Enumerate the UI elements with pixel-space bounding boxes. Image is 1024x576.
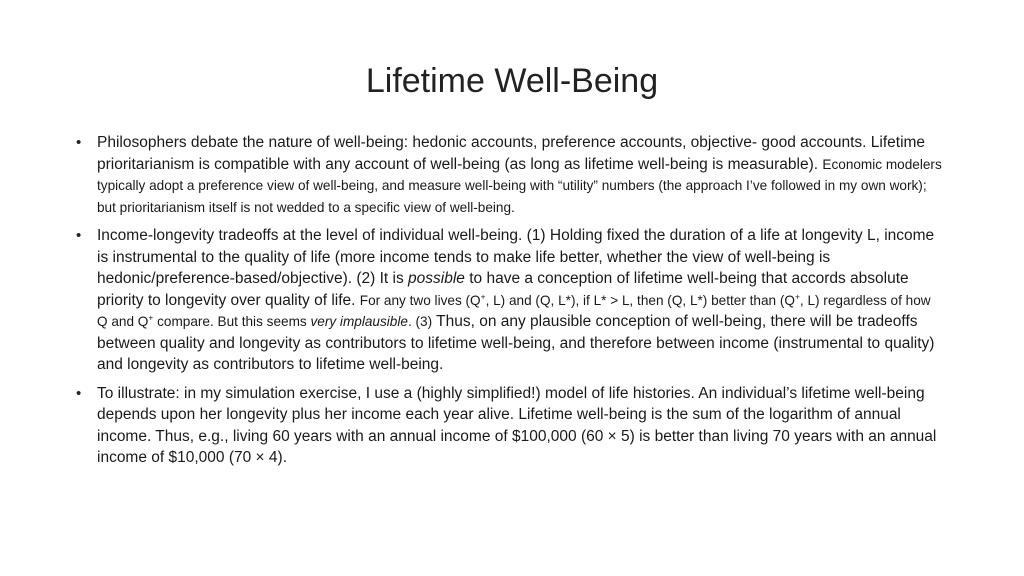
small-text-part: , L) regardless of how Q and Q xyxy=(97,292,931,329)
small-text-part: compare. But this seems xyxy=(157,314,307,329)
bullet-item-income-longevity-tradeoffs xyxy=(76,225,942,376)
bullet-item-well-being-accounts xyxy=(76,132,942,218)
small-text-part: For any two lives (Q xyxy=(359,292,481,308)
small-text-part: . (3) xyxy=(407,314,433,329)
bullet-text: to have a conception of lifetime well-being that accords absolute priority to longevity over quality of life. xyxy=(97,270,909,309)
bullet-list xyxy=(76,132,942,476)
emphasis-text: very implausible xyxy=(310,314,408,329)
superscript: + xyxy=(794,290,800,301)
bullet-text: To illustrate: in my simulation exercise, I use a (highly simplified!) model of life histories. An individual’s lifetime well-being depends upon her longevity plus her income each year alive. Lifetime well-being is the sum of the logarithm of annual income. Thus, e.g., living 60 years with an annual income of $100,000 (60 × 5) is better than living 70 years with an annual income of $10,000 (70 × 4). xyxy=(97,384,937,466)
bullet-small-text: Economic modelers typically adopt a preference view of well-being, and measure well-being with “utility” numbers (the approach I’ve followed in my own work); but prioritarianism itself is not wedded to a specific view of well-being. xyxy=(97,156,942,215)
bullet-text: Income-longevity tradeoffs at the level of individual well-being. (1) Holding fixed the duration of a life at longevity L, income is instrumental to the quality of life (more income tends to make life better, whether the view of well-being is hedonic/preference-based/objective). (2) It is xyxy=(97,227,935,287)
superscript: + xyxy=(480,290,486,301)
bullet-text: Thus, on any plausible conception of well-being, there will be tradeoffs between quality and longevity as contributors to lifetime well-being, and therefore between income (instrumental to quality) and longevity as contributors to lifetime well-being. xyxy=(97,313,935,373)
small-text-part: , L) and (Q, L*), if L* > L, then (Q, L*) better than (Q xyxy=(485,292,795,308)
bullet-text: Philosophers debate the nature of well-being: hedonic accounts, preference accounts, objective- good accounts. Lifetime prioritarianism is compatible with any account of well-being (as long as lifetime well-being is measurable). xyxy=(97,134,926,173)
emphasis-text: possible xyxy=(408,270,465,287)
slide-title: Lifetime Well-Being xyxy=(365,62,659,100)
superscript: + xyxy=(148,312,154,323)
bullet-item-simulation-illustration xyxy=(76,383,942,469)
